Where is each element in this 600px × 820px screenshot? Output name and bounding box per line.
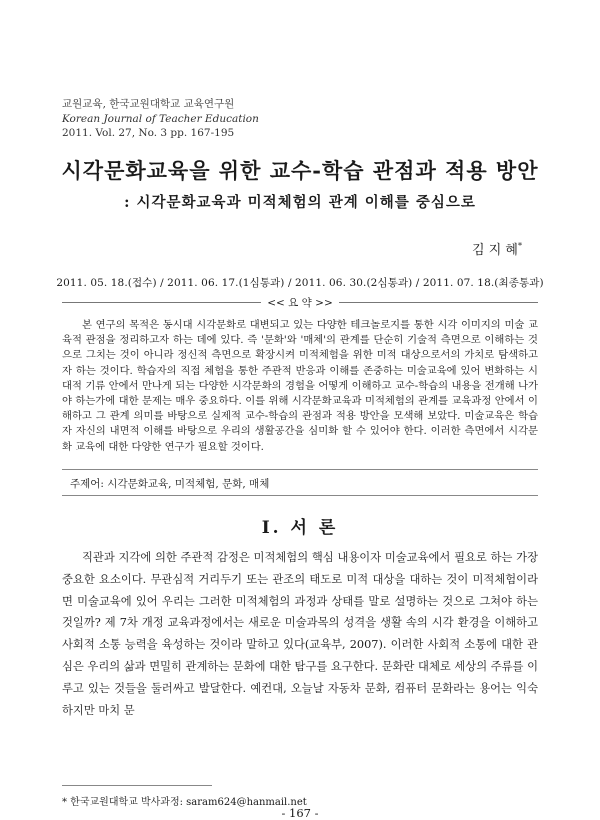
- abstract-text: 본 연구의 목적은 동시대 시각문화로 대변되고 있는 다양한 테크놀로지를 통한 시각 이미지의 미술 교육적 관점을 정리하고자 하는 데에 있다. 즉 '문화'와 '매체'의 관계를 단순히 기술적 측면으로 이해하는 것으로 그치는 것이 아니라 정신적 측면으로 확장시켜 미적체험을 위한 미적 대상으로서의 가치로 탐색하고자 하는 것이다. 학습자의 직접 체험을 통한 주관적 반응과 이해를 존중하는 미술교육에 있어 변화하는 시대적 기류 안에서 만나게 되는 다양한 시각문화의 경험을 어떻게 이해하고 교수-학습의 내용을 전개해 나가야 하는가에 대한 문제는 매우 중요하다. 이를 위해 시각문화교육과 미적체험의 관계를 교육과정 안에서 이해하고 그 관계 의미를 바탕으로 실제적 교수-학습의 관점과 적용 방안을 모색해 보았다. 미술교육은 학습자 자신의 내면적 이해를 바탕으로 우리의 생활공간을 심미화 할 수 있어야 한다. 이러한 측면에서 시각문화 교육에 대한 다양한 연구가 필요할 것이다.: [62, 319, 538, 453]
- page-number: - 167 -: [281, 806, 319, 820]
- footnote: * 한국교원대학교 박사과정: saram624@hanmail.net: [62, 797, 307, 808]
- keywords-rule-bottom: [62, 495, 538, 496]
- author-name: 김 지 혜: [472, 243, 518, 258]
- abstract-label: << 요 약 >>: [261, 297, 339, 309]
- keywords-rule-top: [62, 469, 538, 470]
- paper-title: 시각문화교육을 위한 교수-학습 관점과 적용 방안: [61, 158, 539, 183]
- section-heading: Ⅰ. 서 론: [261, 518, 339, 538]
- keywords: 주제어: 시각문화교육, 미적체험, 문화, 매체: [70, 478, 270, 490]
- submission-dates: 2011. 05. 18.(접수) / 2011. 06. 17.(1심통과) / 2011. 06. 30.(2심통과) / 2011. 07. 18.(최종통과): [56, 277, 544, 289]
- journal-volume: 2011. Vol. 27, No. 3 pp. 167-195: [62, 127, 235, 139]
- abstract-header: [62, 295, 538, 309]
- body-paragraph: 직관과 지각에 의한 주관적 감정은 미적체험의 핵심 내용이자 미술교육에서 필요로 하는 가장 중요한 요소이다. 무관심적 거리두기 또는 관조의 태도로 미적 대상을 대하는 것이 미적체험이라면 미술교육에 있어 우리는 그러한 미적체험의 과정과 상태를 말로 설명하는 것으로 그쳐야 하는 것일까? 제 7차 개정 교육과정에서는 새로운 미술과목의 성격을 생활 속의 시각 환경을 이해하고 사회적 소통 능력을 육성하는 것이라 말하고 있다(교육부, 2007). 이러한 사회적 소통에 대한 관심은 우리의 삶과 면밀히 관계하는 문화에 대한 탐구를 요구한다. 문화란 대체로 세상의 주류를 이루고 있는 것들을 둘러싸고 발달한다. 예컨대, 오늘날 자동차 문화, 컴퓨터 문화라는 용어는 익숙하지만 마치 문: [62, 551, 538, 717]
- journal-name-ko: 교원교육, 한국교원대학교 교육연구원: [62, 98, 235, 110]
- author-footnote-mark: *: [518, 241, 522, 251]
- footnote-rule: [62, 785, 212, 786]
- author: [472, 239, 522, 258]
- journal-name-en: Korean Journal of Teacher Education: [62, 112, 259, 125]
- journal-info: [62, 97, 259, 141]
- paper-subtitle: : 시각문화교육과 미적체험의 관계 이해를 중심으로: [124, 194, 476, 211]
